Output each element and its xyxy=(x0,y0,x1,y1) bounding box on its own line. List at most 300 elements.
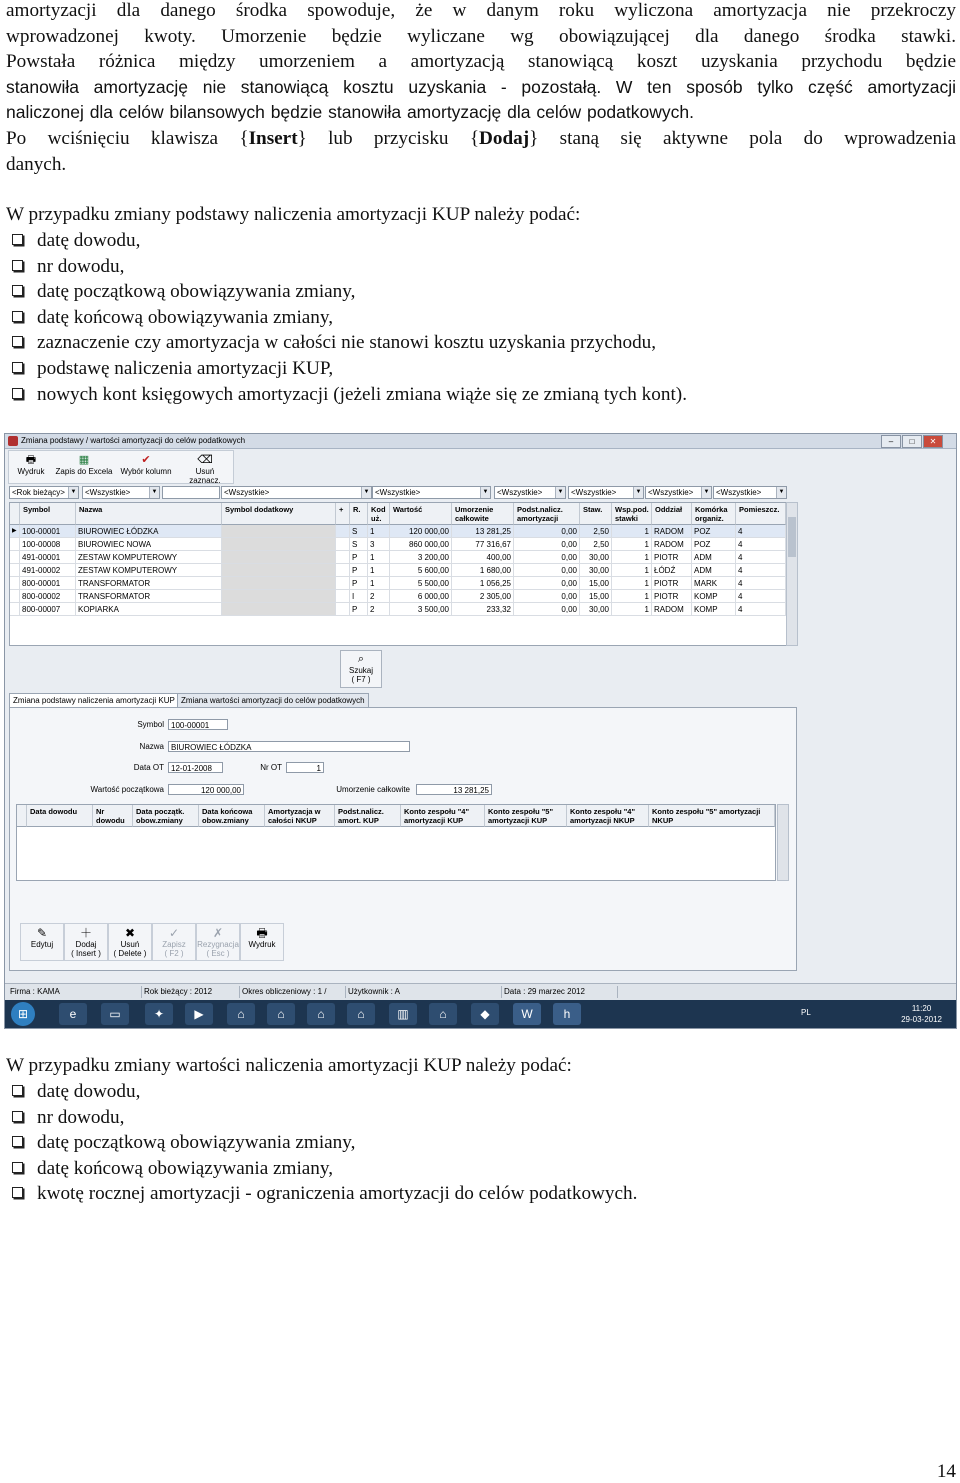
save-label: Zapisz xyxy=(162,940,186,949)
grid-header[interactable]: Staw. xyxy=(580,503,612,525)
table-cell xyxy=(336,564,350,577)
list-item-text: nr dowodu, xyxy=(37,255,125,277)
tab-wartosc[interactable]: Zmiana wartości amortyzacji do celów podatkowych xyxy=(177,693,369,708)
table-cell: 491-00002 xyxy=(20,564,76,577)
list-item xyxy=(6,330,687,356)
table-cell: 3 xyxy=(368,538,390,551)
app-icon[interactable]: h xyxy=(553,1003,581,1025)
table-cell: ZESTAW KOMPUTEROWY xyxy=(76,551,222,564)
chevron-down-icon: ▼ xyxy=(776,487,786,498)
cancel-icon: ✗ xyxy=(212,926,224,940)
table-cell: 4 xyxy=(736,577,786,590)
table-cell xyxy=(336,603,350,616)
start-button-icon[interactable]: ⊞ xyxy=(11,1002,35,1026)
symbol-field[interactable]: 100-00001 xyxy=(168,719,228,730)
table-cell: S xyxy=(350,538,368,551)
table-cell: 1 xyxy=(612,603,652,616)
filter-value: <Wszystkie> xyxy=(375,488,421,497)
branch-filter[interactable] xyxy=(645,486,712,499)
list-item-text: datę końcową obowiązywania zmiany, xyxy=(37,306,334,328)
changes-scrollbar[interactable] xyxy=(777,804,789,881)
table-cell: 1 xyxy=(612,551,652,564)
checkbox-bullet-icon xyxy=(12,336,23,347)
add-button[interactable] xyxy=(64,923,108,961)
nr-ot-field[interactable]: 1 xyxy=(286,762,324,773)
checkbox-bullet-icon xyxy=(12,1111,23,1122)
grid-header[interactable]: Nazwa xyxy=(76,503,222,525)
ie-icon[interactable]: e xyxy=(59,1003,87,1025)
app-icon[interactable]: ⌂ xyxy=(347,1003,375,1025)
report-label: Wydruk xyxy=(248,940,276,949)
table-cell: 100-00001 xyxy=(20,525,76,538)
chevron-down-icon: ▼ xyxy=(480,487,490,498)
status-period: Okres obliczeniowy : 1 / xyxy=(239,986,346,998)
app-icon[interactable]: ⌂ xyxy=(227,1003,255,1025)
folder-icon[interactable]: ▭ xyxy=(101,1003,129,1025)
changes-grid xyxy=(16,804,776,881)
rate-filter[interactable] xyxy=(494,486,566,499)
changes-header[interactable]: Konto zespołu "4" amortyzacji KUP xyxy=(401,805,485,827)
language-indicator[interactable]: PL xyxy=(801,1008,811,1017)
app-icon[interactable]: ◆ xyxy=(471,1003,499,1025)
table-cell: PIOTR xyxy=(652,551,692,564)
delete-button[interactable] xyxy=(108,923,152,961)
grid-header[interactable]: Podst.nalicz. amortyzacji xyxy=(514,503,580,525)
app-icon[interactable]: ⌂ xyxy=(267,1003,295,1025)
table-cell xyxy=(222,564,336,577)
depreciation-label: Umorzenie całkowite xyxy=(336,785,410,794)
insert-text-1: Po wciśnięciu klawisza { xyxy=(6,127,249,149)
status-year: Rok bieżący : 2012 xyxy=(141,986,240,998)
report-button[interactable] xyxy=(240,923,284,961)
app-icon[interactable]: ⌂ xyxy=(307,1003,335,1025)
list-item xyxy=(6,356,687,382)
table-cell xyxy=(222,551,336,564)
table-cell: 800-00007 xyxy=(20,603,76,616)
assets-grid xyxy=(9,502,787,646)
changes-header[interactable]: Konto zespołu "5" amortyzacji KUP xyxy=(485,805,567,827)
app-titlebar xyxy=(5,434,956,449)
row-indicator xyxy=(10,603,20,616)
list-item xyxy=(6,254,687,280)
clear-label: Usuń zaznacz. xyxy=(189,467,221,485)
toolbar xyxy=(8,450,234,484)
grid-header[interactable]: Wsp.pod. stawki xyxy=(612,503,652,525)
status-date: Data : 29 marzec 2012 xyxy=(501,986,618,998)
table-cell: KOPIARKA xyxy=(76,603,222,616)
table-cell: BIUROWIEC NOWA xyxy=(76,538,222,551)
table-cell: 0,00 xyxy=(514,577,580,590)
section1-list xyxy=(6,228,687,407)
table-row[interactable] xyxy=(10,564,786,577)
list-item-text: nowych kont księgowych amortyzacji (jeżeli zmiana wiąże się ze zmianą tych kont). xyxy=(37,383,687,405)
chevron-down-icon: ▼ xyxy=(701,487,711,498)
list-item xyxy=(6,279,687,305)
depreciation-field[interactable]: 13 281,25 xyxy=(416,784,492,795)
printer-icon: 🖶 xyxy=(25,454,37,466)
table-cell: P xyxy=(350,603,368,616)
list-item xyxy=(6,1181,637,1207)
checkbox-bullet-icon xyxy=(12,388,23,399)
insert-text-3: } staną się aktywne pola do wprowadzenia xyxy=(529,127,956,149)
table-row[interactable] xyxy=(10,525,786,538)
grid-header-indicator xyxy=(17,805,27,827)
table-cell: POZ xyxy=(692,538,736,551)
row-indicator: ▶ xyxy=(10,525,20,538)
table-cell: 1 056,25 xyxy=(452,577,514,590)
save-icon: ✓ xyxy=(168,926,180,940)
table-cell: PIOTR xyxy=(652,577,692,590)
list-item xyxy=(6,305,687,331)
year-filter[interactable] xyxy=(9,486,79,499)
table-cell xyxy=(336,525,350,538)
table-cell: 800-00001 xyxy=(20,577,76,590)
table-cell: 5 500,00 xyxy=(390,577,452,590)
print-button[interactable] xyxy=(11,452,51,482)
table-cell: 1 xyxy=(612,577,652,590)
table-cell: 30,00 xyxy=(580,551,612,564)
filter-value: <Wszystkie> xyxy=(716,488,762,497)
table-cell: RADOM xyxy=(652,525,692,538)
tab-podstawa[interactable]: Zmiana podstawy naliczenia amortyzacji KUP xyxy=(9,693,179,708)
table-cell: 120 000,00 xyxy=(390,525,452,538)
table-row[interactable] xyxy=(10,577,786,590)
cancel-button[interactable] xyxy=(196,923,240,961)
table-cell: P xyxy=(350,551,368,564)
symbol-label: Symbol xyxy=(137,720,164,729)
taskbar-clock[interactable] xyxy=(901,1003,942,1025)
insert-key: Insert xyxy=(248,127,298,149)
table-cell: 1 680,00 xyxy=(452,564,514,577)
initial-value-label: Wartość początkowa xyxy=(90,785,164,794)
cancel-key: ( Esc ) xyxy=(206,949,230,958)
excel-export-button[interactable] xyxy=(55,452,113,482)
list-item-text: datę początkową obowiązywania zmiany, xyxy=(37,1132,356,1154)
status-bar xyxy=(5,983,956,1000)
table-cell xyxy=(336,551,350,564)
chevron-down-icon: ▼ xyxy=(555,487,565,498)
app-icon[interactable]: ▥ xyxy=(389,1003,417,1025)
changes-header[interactable]: Data dowodu xyxy=(27,805,93,827)
delete-label: Usuń xyxy=(120,940,140,949)
table-cell: ADM xyxy=(692,564,736,577)
clock-date: 29-03-2012 xyxy=(901,1015,942,1024)
chevron-down-icon: ▼ xyxy=(633,487,643,498)
edit-icon: ✎ xyxy=(36,926,48,940)
changes-header[interactable]: Data początk. obow.zmiany xyxy=(133,805,199,827)
table-row[interactable] xyxy=(10,590,786,603)
coef-filter[interactable] xyxy=(568,486,644,499)
window-title: Zmiana podstawy / wartości amortyzacji do celów podatkowych xyxy=(21,436,246,445)
grid-header[interactable]: Wartość xyxy=(390,503,452,525)
save-button[interactable] xyxy=(152,923,196,961)
search-label: Szukaj xyxy=(348,666,373,675)
save-key: ( F2 ) xyxy=(164,949,184,958)
columns-label: Wybór kolumn xyxy=(120,467,172,476)
table-cell: 2,50 xyxy=(580,525,612,538)
choose-columns-button[interactable] xyxy=(117,452,175,482)
insert-line-2: danych. xyxy=(6,153,67,175)
checkbox-bullet-icon xyxy=(12,260,23,271)
list-item-text: kwotę rocznej amortyzacji - ograniczenia amortyzacji do celów podatkowych. xyxy=(37,1183,638,1205)
filter-value: <Wszystkie> xyxy=(571,488,617,497)
clock-time: 11:20 xyxy=(911,1004,932,1013)
checkbox-bullet-icon xyxy=(12,362,23,373)
table-cell: I xyxy=(350,590,368,603)
scrollbar-thumb[interactable] xyxy=(788,517,796,557)
grid-header[interactable]: Komórka organiz. xyxy=(692,503,736,525)
table-cell: 1 xyxy=(612,525,652,538)
table-cell: 491-00001 xyxy=(20,551,76,564)
app-icon[interactable]: ✦ xyxy=(145,1003,173,1025)
intro-line: naliczonej dla celów bilansowych będzie stanowiła amortyzację dla celów podatkowych. xyxy=(6,102,694,123)
print-label: Wydruk xyxy=(17,467,45,476)
table-cell: 1 xyxy=(368,525,390,538)
table-cell xyxy=(222,603,336,616)
grid-header[interactable]: Oddział xyxy=(652,503,692,525)
check-icon: ✔ xyxy=(141,454,151,466)
add-icon: ＋ xyxy=(79,926,92,940)
table-cell: MARK xyxy=(692,577,736,590)
table-cell: S xyxy=(350,525,368,538)
changes-header[interactable]: Podst.nalicz. amort. KUP xyxy=(335,805,401,827)
table-cell: 4 xyxy=(736,525,786,538)
checkbox-bullet-icon xyxy=(12,285,23,296)
app-screenshot xyxy=(4,433,957,1029)
table-cell: ŁÓDŹ xyxy=(652,564,692,577)
row-indicator xyxy=(10,577,20,590)
initial-value-field[interactable]: 120 000,00 xyxy=(168,784,244,795)
table-cell: BIUROWIEC ŁÓDZKA xyxy=(76,525,222,538)
changes-header[interactable]: Nr dowodu xyxy=(93,805,133,827)
table-cell: 0,00 xyxy=(514,564,580,577)
intro-line: amortyzacji dla danego środka spowoduje, że w danym roku wyliczona amortyzacja nie przekroczy xyxy=(6,0,956,21)
list-item-text: nr dowodu, xyxy=(37,1106,125,1128)
table-cell: 100-00008 xyxy=(20,538,76,551)
search-key: ( F7 ) xyxy=(351,675,371,684)
table-cell: 1 xyxy=(612,590,652,603)
table-cell: 0,00 xyxy=(514,551,580,564)
table-cell: 4 xyxy=(736,538,786,551)
table-cell: 4 xyxy=(736,603,786,616)
minimize-button[interactable]: – xyxy=(881,435,901,448)
add-key: ( Insert ) xyxy=(71,949,101,958)
table-cell: ZESTAW KOMPUTEROWY xyxy=(76,564,222,577)
list-item-text: podstawę naliczenia amortyzacji KUP, xyxy=(37,357,334,379)
list-item-text: zaznaczenie czy amortyzacja w całości nie stanowi kosztu uzyskania przychodu, xyxy=(37,332,657,354)
symbol-filter[interactable] xyxy=(82,486,160,499)
table-cell xyxy=(222,525,336,538)
table-cell: 800-00002 xyxy=(20,590,76,603)
app-logo-icon xyxy=(8,436,18,446)
checkbox-bullet-icon xyxy=(12,234,23,245)
table-cell: 1 xyxy=(368,551,390,564)
intro-line: stanowiła amortyzację nie stanowiącą kosztu uzyskania - pozostałą. W ten sposób tylko część amortyzacji xyxy=(6,76,956,97)
close-button[interactable]: ✕ xyxy=(923,435,943,448)
extra-symbol-filter[interactable] xyxy=(221,486,372,499)
filter-value: <Rok bieżący> xyxy=(12,488,65,497)
list-item xyxy=(6,1156,637,1182)
name-field[interactable]: BIUROWIEC ŁÓDZKA xyxy=(168,741,410,752)
list-item xyxy=(6,382,687,408)
table-cell: 4 xyxy=(736,590,786,603)
table-cell: 3 200,00 xyxy=(390,551,452,564)
table-cell: 0,00 xyxy=(514,590,580,603)
table-cell: 0,00 xyxy=(514,525,580,538)
grid-scrollbar[interactable] xyxy=(786,502,798,646)
clear-selection-button[interactable] xyxy=(179,452,231,485)
date-ot-field[interactable]: 12-01-2008 xyxy=(168,762,223,773)
list-item xyxy=(6,1130,637,1156)
page-number: 14 xyxy=(936,1461,956,1482)
grid-header[interactable]: Umorzenie całkowite xyxy=(452,503,514,525)
list-item xyxy=(6,1079,637,1105)
unit-filter[interactable] xyxy=(713,486,787,499)
value-filter[interactable] xyxy=(372,486,491,499)
filter-value: <Wszystkie> xyxy=(224,488,270,497)
table-cell: P xyxy=(350,577,368,590)
list-item xyxy=(6,228,687,254)
name-filter[interactable] xyxy=(162,486,220,499)
grid-header[interactable]: Pomieszcz. xyxy=(736,503,786,525)
status-company: Firma : KAMA xyxy=(7,986,142,998)
grid-header-indicator xyxy=(10,503,20,525)
table-cell: 4 xyxy=(736,551,786,564)
table-cell xyxy=(336,538,350,551)
table-cell: 77 316,67 xyxy=(452,538,514,551)
change-panel xyxy=(9,707,797,971)
row-indicator xyxy=(10,538,20,551)
table-cell: RADOM xyxy=(652,603,692,616)
filter-value: <Wszystkie> xyxy=(648,488,694,497)
section2-list xyxy=(6,1079,637,1207)
list-item-text: datę dowodu, xyxy=(37,230,141,251)
row-indicator xyxy=(10,564,20,577)
table-cell: 2 xyxy=(368,590,390,603)
edit-button[interactable] xyxy=(20,923,64,961)
table-cell: 13 281,25 xyxy=(452,525,514,538)
date-ot-label: Data OT xyxy=(133,763,164,772)
table-cell: 3 500,00 xyxy=(390,603,452,616)
table-cell: 0,00 xyxy=(514,603,580,616)
maximize-button[interactable]: □ xyxy=(902,435,922,448)
table-cell xyxy=(222,538,336,551)
insert-line xyxy=(6,126,956,152)
table-cell: 1 xyxy=(368,564,390,577)
table-cell: 860 000,00 xyxy=(390,538,452,551)
table-cell: RADOM xyxy=(652,538,692,551)
table-cell: 6 000,00 xyxy=(390,590,452,603)
edit-label: Edytuj xyxy=(30,940,54,949)
changes-header[interactable]: Amortyzacja w całości NKUP xyxy=(265,805,335,827)
filter-value: <Wszystkie> xyxy=(497,488,543,497)
table-cell: 4 xyxy=(736,564,786,577)
eraser-icon: ⌫ xyxy=(197,454,213,466)
excel-icon: ▦ xyxy=(78,454,90,466)
filter-value: <Wszystkie> xyxy=(85,488,131,497)
checkbox-bullet-icon xyxy=(12,311,23,322)
table-cell: ADM xyxy=(692,551,736,564)
row-indicator xyxy=(10,590,20,603)
chevron-down-icon: ▼ xyxy=(68,487,78,498)
word-icon[interactable]: W xyxy=(513,1003,541,1025)
nr-ot-label: Nr OT xyxy=(260,763,282,772)
table-row[interactable] xyxy=(10,538,786,551)
row-indicator xyxy=(10,551,20,564)
search-button[interactable] xyxy=(340,650,382,688)
chevron-down-icon: ▼ xyxy=(149,487,159,498)
checkbox-bullet-icon xyxy=(12,1162,23,1173)
table-cell: PIOTR xyxy=(652,590,692,603)
table-cell xyxy=(222,590,336,603)
printer-icon: 🖶 xyxy=(256,926,268,940)
search-icon: ⌕ xyxy=(357,653,365,665)
table-row[interactable] xyxy=(10,551,786,564)
intro-line: Powstała różnica między umorzeniem a amortyzacją stanowiącą koszt uzyskania przychodu będzie xyxy=(6,51,956,73)
table-cell: POZ xyxy=(692,525,736,538)
checkbox-bullet-icon xyxy=(12,1136,23,1147)
table-row[interactable] xyxy=(10,603,786,616)
checkbox-bullet-icon xyxy=(12,1085,23,1096)
checkbox-bullet-icon xyxy=(12,1187,23,1198)
changes-header[interactable]: Data końcowa obow.zmiany xyxy=(199,805,265,827)
insert-text-2: } lub przycisku { xyxy=(297,127,480,149)
dodaj-key: Dodaj xyxy=(479,127,530,149)
table-cell: 233,32 xyxy=(452,603,514,616)
app-icon[interactable]: ⌂ xyxy=(429,1003,457,1025)
table-cell: 400,00 xyxy=(452,551,514,564)
grid-header[interactable]: R. xyxy=(350,503,368,525)
table-cell: 5 600,00 xyxy=(390,564,452,577)
table-cell: 30,00 xyxy=(580,603,612,616)
table-cell: 0,00 xyxy=(514,538,580,551)
table-cell: TRANSFORMATOR xyxy=(76,590,222,603)
table-cell: 15,00 xyxy=(580,590,612,603)
intro-line: wprowadzonej kwoty. Umorzenie będzie wyliczane wg obowiązującej dla danego środka stawki. xyxy=(6,25,956,47)
table-cell: KOMP xyxy=(692,603,736,616)
grid-header[interactable]: Symbol dodatkowy xyxy=(222,503,336,525)
changes-header[interactable]: Konto zespołu "5" amortyzacji NKUP xyxy=(649,805,775,827)
table-cell: 2 305,00 xyxy=(452,590,514,603)
table-cell: P xyxy=(350,564,368,577)
delete-icon: ✖ xyxy=(124,926,136,940)
table-cell xyxy=(336,577,350,590)
table-cell: 30,00 xyxy=(580,564,612,577)
table-cell xyxy=(336,590,350,603)
grid-header[interactable]: Kod uż. xyxy=(368,503,390,525)
table-cell: KOMP xyxy=(692,590,736,603)
grid-header[interactable]: + xyxy=(336,503,350,525)
list-item xyxy=(6,1105,637,1131)
list-item-text: datę dowodu, xyxy=(37,1081,141,1102)
windows-taskbar xyxy=(5,1000,956,1028)
table-cell: 1 xyxy=(368,577,390,590)
delete-key: ( Delete ) xyxy=(113,949,147,958)
grid-header[interactable]: Symbol xyxy=(20,503,76,525)
section2-heading: W przypadku zmiany wartości naliczenia amortyzacji KUP należy podać: xyxy=(6,1055,572,1076)
table-cell: 15,00 xyxy=(580,577,612,590)
table-cell: 2,50 xyxy=(580,538,612,551)
excel-label: Zapis do Excela xyxy=(55,467,113,476)
changes-header[interactable]: Konto zespołu "4" amortyzacji NKUP xyxy=(567,805,649,827)
add-label: Dodaj xyxy=(75,940,97,949)
cancel-label: Rezygnacja xyxy=(197,940,239,949)
chevron-down-icon: ▼ xyxy=(361,487,371,498)
table-cell: 1 xyxy=(612,538,652,551)
table-cell xyxy=(222,577,336,590)
section1-heading: W przypadku zmiany podstawy naliczenia amortyzacji KUP należy podać: xyxy=(6,204,581,225)
media-icon[interactable]: ▶ xyxy=(185,1003,213,1025)
